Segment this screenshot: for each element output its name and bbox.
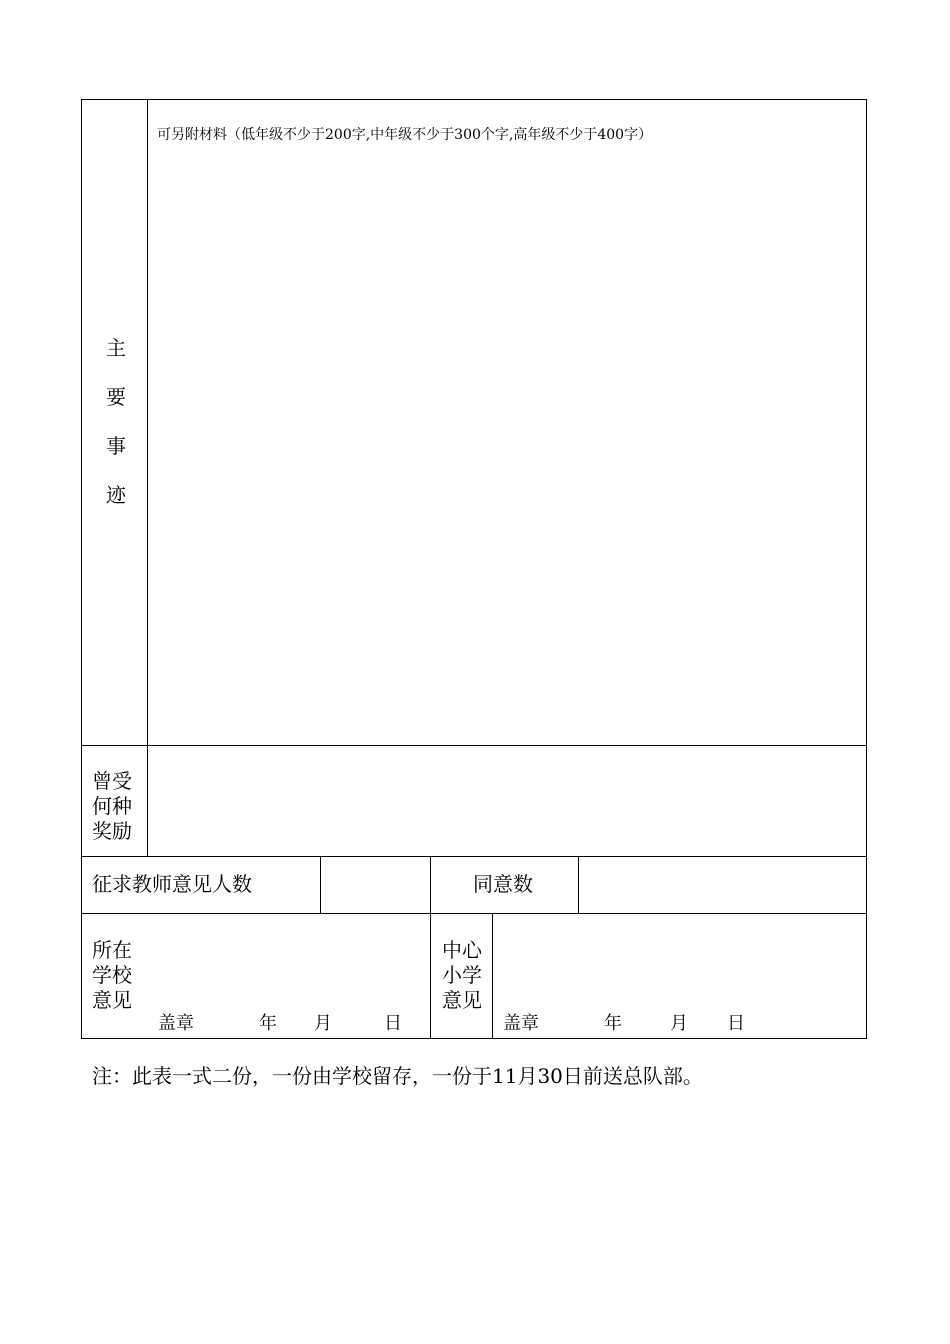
main-deeds-input[interactable] [150, 155, 862, 741]
column-divider [430, 856, 431, 1039]
agree-count-label: 同意数 [473, 872, 533, 896]
table-right-border [866, 99, 867, 1039]
column-divider [578, 856, 579, 914]
main-deeds-label-char: 要 [106, 385, 126, 409]
awards-label: 曾受 何种 奖励 [92, 769, 132, 843]
center-school-opinion-label: 中心 小学 意见 [442, 938, 482, 1012]
center-month-label: 月 [670, 1013, 688, 1034]
school-month-label: 月 [314, 1013, 332, 1034]
main-deeds-label-char: 主 [106, 336, 126, 360]
school-opinion-label: 所在 学校 意见 [92, 938, 132, 1012]
school-seal-label: 盖章 [158, 1013, 194, 1034]
school-year-label: 年 [259, 1013, 277, 1034]
center-seal-label: 盖章 [503, 1013, 539, 1034]
school-day-label: 日 [384, 1013, 402, 1034]
label-column-divider [147, 99, 148, 857]
row-divider [81, 913, 867, 914]
main-deeds-label [104, 338, 128, 505]
column-divider [492, 913, 493, 1039]
main-deeds-label-char: 事 [106, 434, 126, 458]
main-deeds-label-char: 迹 [106, 483, 126, 507]
table-top-border [81, 99, 867, 100]
teacher-count-label: 征求教师意见人数 [92, 872, 252, 896]
table-bottom-border [81, 1038, 867, 1039]
teacher-count-input[interactable] [323, 859, 427, 911]
center-year-label: 年 [604, 1013, 622, 1034]
main-deeds-hint: 可另附材料（低年级不少于200字,中年级不少于300个字,高年级不少于400字） [157, 127, 653, 143]
column-divider [320, 856, 321, 914]
agree-count-input[interactable] [581, 859, 863, 911]
row-divider [81, 745, 867, 746]
center-day-label: 日 [727, 1013, 745, 1034]
table-left-border [81, 99, 82, 1039]
awards-input[interactable] [150, 748, 862, 853]
footer-note: 注：此表一式二份，一份由学校留存，一份于11月30日前送总队部。 [92, 1064, 703, 1088]
row-divider [81, 856, 867, 857]
